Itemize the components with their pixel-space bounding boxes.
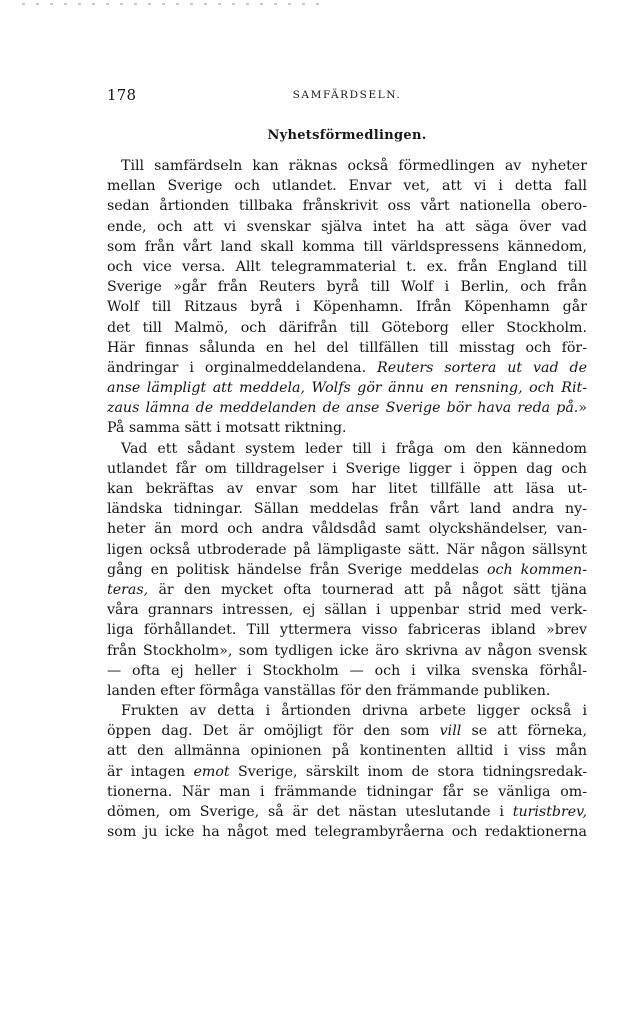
text-run: Wolf till Ritzaus byrå i Köpenhamn. Ifrån Köpenhamn går: [107, 299, 587, 316]
text-run: Till samfärdseln kan räknas också förmedlingen av nyheter: [121, 158, 587, 174]
text-line: [107, 378, 587, 398]
text-run: kan bekräftas av envar som har litet tillfälle att läsa ut-: [107, 481, 587, 497]
text-line: [107, 358, 587, 378]
text-line: [107, 156, 587, 176]
italic-text: turistbrev,: [512, 804, 587, 820]
text-line: [107, 237, 587, 257]
text-run: gång en politisk händelse från Sverige meddelas: [107, 561, 487, 578]
text-line: [107, 802, 587, 822]
text-line: [107, 620, 587, 640]
scan-artifact: [22, 3, 322, 5]
text-line: [107, 439, 587, 459]
text-run: sedan årtionden tillbaka frånskrivit oss vårt nationella obero-: [107, 198, 587, 215]
italic-text: Reuters sortera ut vad de: [377, 359, 587, 376]
text-line: [107, 782, 587, 802]
text-line: [107, 297, 587, 317]
text-line: [107, 701, 587, 721]
text-line: [107, 318, 587, 338]
text-line: [107, 721, 587, 741]
text-line: [107, 418, 587, 438]
text-line: [107, 661, 587, 681]
text-run: att den allmänna opinionen på kontinenten alltid i viss mån: [107, 743, 587, 760]
text-run: landen efter förmåga vanställas för den främmande publiken.: [107, 682, 551, 699]
text-run: Frukten av detta i årtionden drivna arbete ligger också i: [121, 703, 587, 720]
text-run: »: [578, 400, 587, 417]
text-run: ländska tidningar. Sällan meddelas från vårt land andra ny-: [107, 501, 587, 518]
page-header: [107, 86, 587, 108]
italic-text: anse lämpligt att meddela, Wolfs gör ännu en rensning, och Rit-: [107, 380, 587, 397]
text-run: är intagen: [107, 763, 194, 780]
text-run: Vad ett sådant system leder till i fråga om den kännedom: [121, 440, 587, 457]
text-line: [107, 257, 587, 277]
text-line: [107, 217, 587, 237]
text-line: [107, 641, 587, 661]
italic-text: teras,: [107, 581, 149, 598]
section-title: Nyhetsförmedlingen.: [267, 128, 427, 143]
text-line: [107, 741, 587, 761]
text-run: heter än mord och andra våldsdåd samt olyckshändelser, van-: [107, 521, 587, 538]
text-line: [107, 822, 587, 842]
text-run: ligen också utbroderade på lämpligaste sätt. När någon sällsynt: [107, 541, 587, 558]
text-run: tionerna. När man i främmande tidningar får se vänliga om-: [107, 783, 587, 800]
text-line: [107, 479, 587, 499]
text-run: utlandet får om tilldragelser i Sverige ligger i öppen dag och: [107, 460, 587, 477]
italic-text: zaus lämna de meddelanden de anse Sverige bör hava reda på.: [107, 400, 579, 417]
text-line: [107, 398, 587, 418]
text-run: är den mycket ofta tournerad att på något sätt tjäna: [148, 581, 587, 598]
text-line: [107, 540, 587, 560]
text-run: — ofta ej heller i Stockholm — och i vilka svenska förhål-: [107, 662, 587, 679]
text-run: liga förhållandet. Till yttermera visso fabriceras ibland »brev: [107, 622, 587, 639]
text-line: [107, 499, 587, 519]
text-line: [107, 338, 587, 358]
running-head: SAMFÄRDSELN.: [292, 89, 402, 101]
text-line: [107, 681, 587, 701]
italic-text: emot: [193, 763, 230, 780]
text-line: [107, 459, 587, 479]
text-line: [107, 600, 587, 620]
text-run: Här finnas sålunda en hel del tillfällen till misstag och för-: [107, 339, 587, 356]
text-run: som ju icke ha något med telegrambyråerna och redaktionerna: [107, 824, 587, 841]
text-run: öppen dag. Det är omöjligt för den som: [107, 723, 440, 740]
text-line: [107, 176, 587, 196]
text-run: ende, och att vi svenskar själva intet ha att säga över vad: [107, 218, 587, 235]
text-run: På samma sätt i motsatt riktning.: [107, 420, 347, 437]
text-run: våra grannars intressen, ej sällan i uppenbar strid med verk-: [107, 602, 587, 619]
text-line: [107, 196, 587, 216]
page-number: 178: [107, 86, 137, 104]
text-run: se att förneka,: [461, 723, 587, 740]
body-text: [107, 156, 587, 842]
text-run: som från vårt land skall komma till världspressens kännedom,: [107, 238, 587, 255]
text-run: det till Malmö, och därifrån till Göteborg eller Stockholm.: [107, 319, 587, 336]
text-line: [107, 519, 587, 539]
italic-text: och kommen-: [486, 561, 587, 578]
text-run: Sverige, särskilt inom de stora tidningsredak-: [229, 763, 587, 780]
text-run: ändringar i orginalmeddelandena.: [107, 359, 378, 376]
italic-text: vill: [439, 723, 462, 740]
text-line: [107, 580, 587, 600]
text-run: och vice versa. Allt telegrammaterial t. ex. från England till: [107, 258, 587, 275]
text-line: [107, 277, 587, 297]
text-line: [107, 762, 587, 782]
text-run: Sverige »går från Reuters byrå till Wolf i Berlin, och från: [107, 279, 587, 296]
text-run: dömen, om Sverige, så är det nästan uteslutande i: [107, 804, 513, 820]
text-run: från Stockholm», som tydligen icke äro skrivna av någon svensk: [107, 642, 587, 659]
text-line: [107, 560, 587, 580]
text-run: mellan Sverige och utlandet. Envar vet, att vi i detta fall: [107, 178, 587, 195]
